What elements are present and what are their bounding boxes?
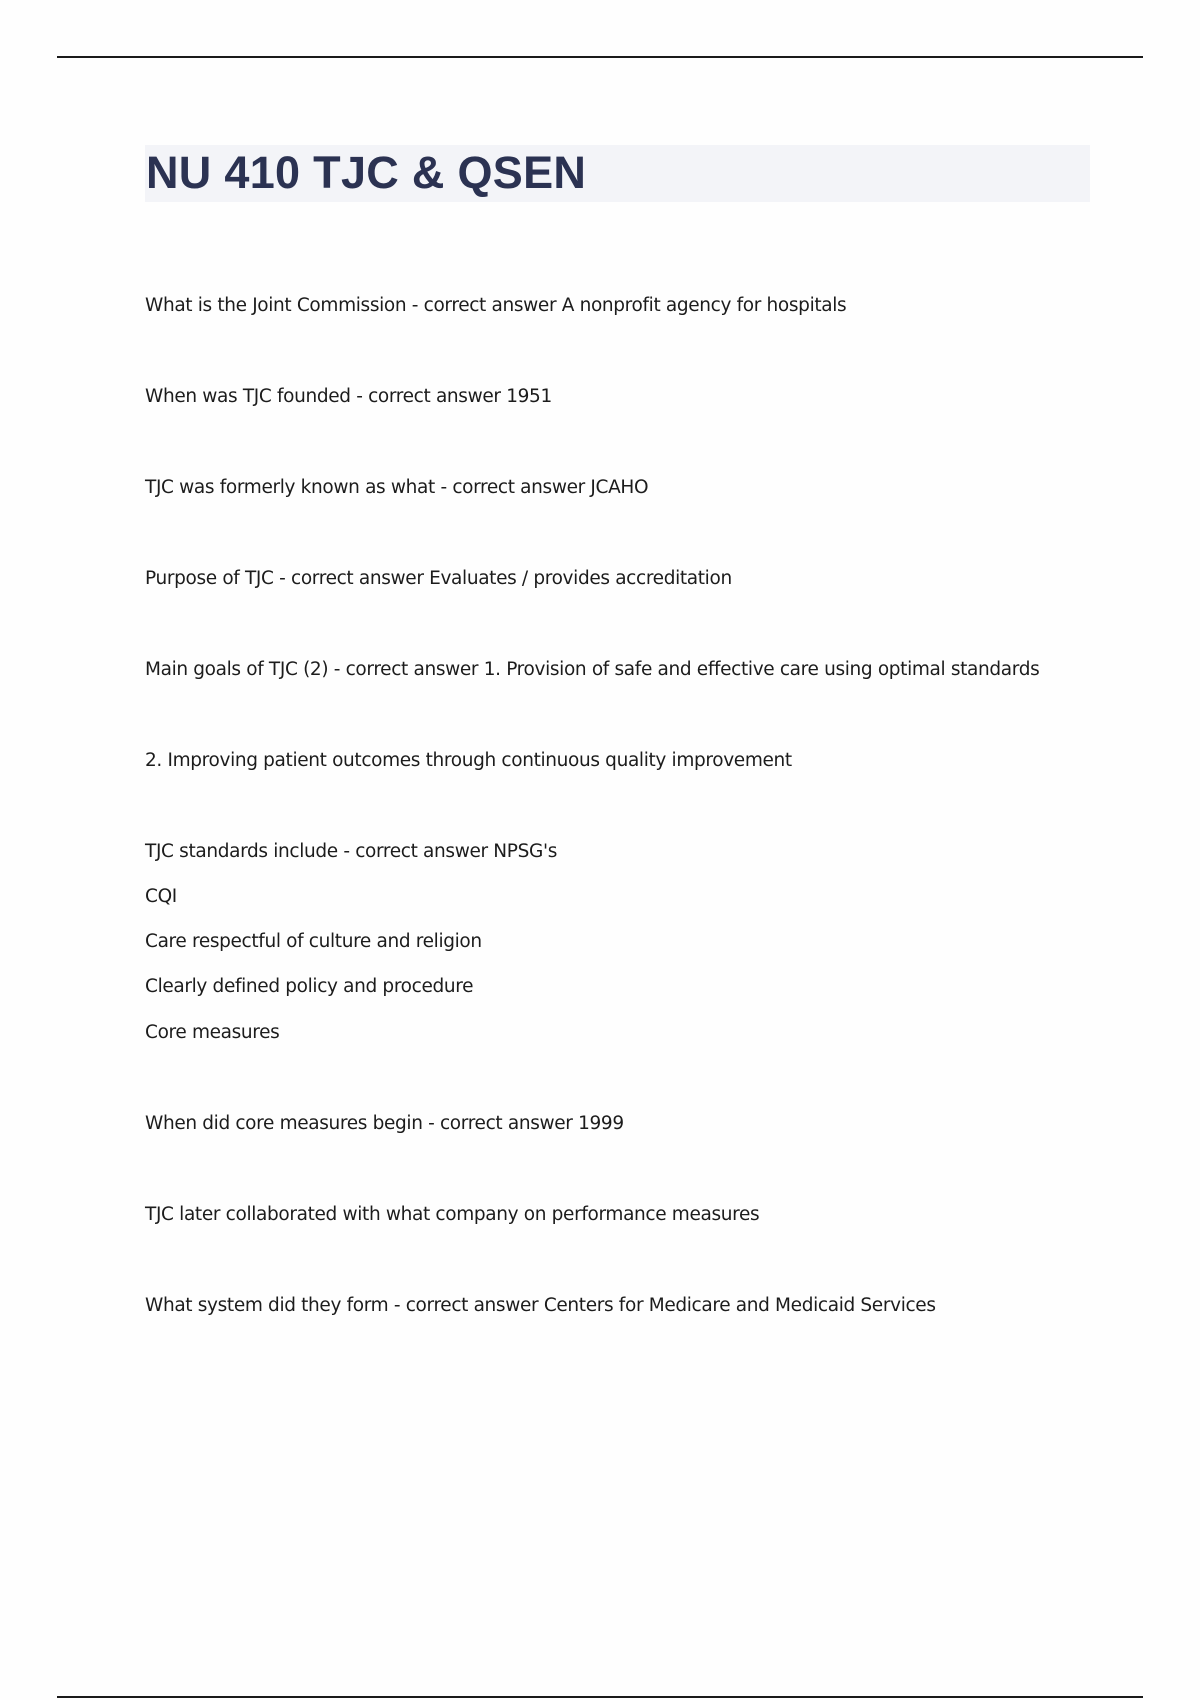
qa-line-standards-cqi: CQI	[145, 886, 177, 907]
qa-line-purpose: Purpose of TJC - correct answer Evaluates / provides accreditation	[145, 568, 732, 589]
qa-line-core-measures-began: When did core measures begin - correct answer 1999	[145, 1113, 624, 1134]
qa-line-formerly-known: TJC was formerly known as what - correct answer JCAHO	[145, 477, 649, 498]
qa-line-system-formed: What system did they form - correct answer Centers for Medicare and Medicaid Services	[145, 1295, 936, 1316]
qa-line-standards-core: Core measures	[145, 1022, 280, 1043]
qa-line-standards-culture: Care respectful of culture and religion	[145, 931, 482, 952]
bottom-divider	[57, 1696, 1143, 1698]
top-divider	[57, 56, 1143, 58]
qa-line-main-goals: Main goals of TJC (2) - correct answer 1. Provision of safe and effective care using optimal standards	[145, 659, 1040, 680]
qa-line-founded: When was TJC founded - correct answer 1951	[145, 386, 552, 407]
qa-line-collaboration: TJC later collaborated with what company on performance measures	[145, 1204, 760, 1225]
page-title: NU 410 TJC & QSEN	[146, 147, 587, 198]
qa-line-standards-policy: Clearly defined policy and procedure	[145, 976, 474, 997]
qa-line-standards: TJC standards include - correct answer NPSG's	[145, 841, 557, 862]
qa-line-joint-commission: What is the Joint Commission - correct answer A nonprofit agency for hospitals	[145, 295, 847, 316]
qa-line-goal-2: 2. Improving patient outcomes through continuous quality improvement	[145, 750, 792, 771]
